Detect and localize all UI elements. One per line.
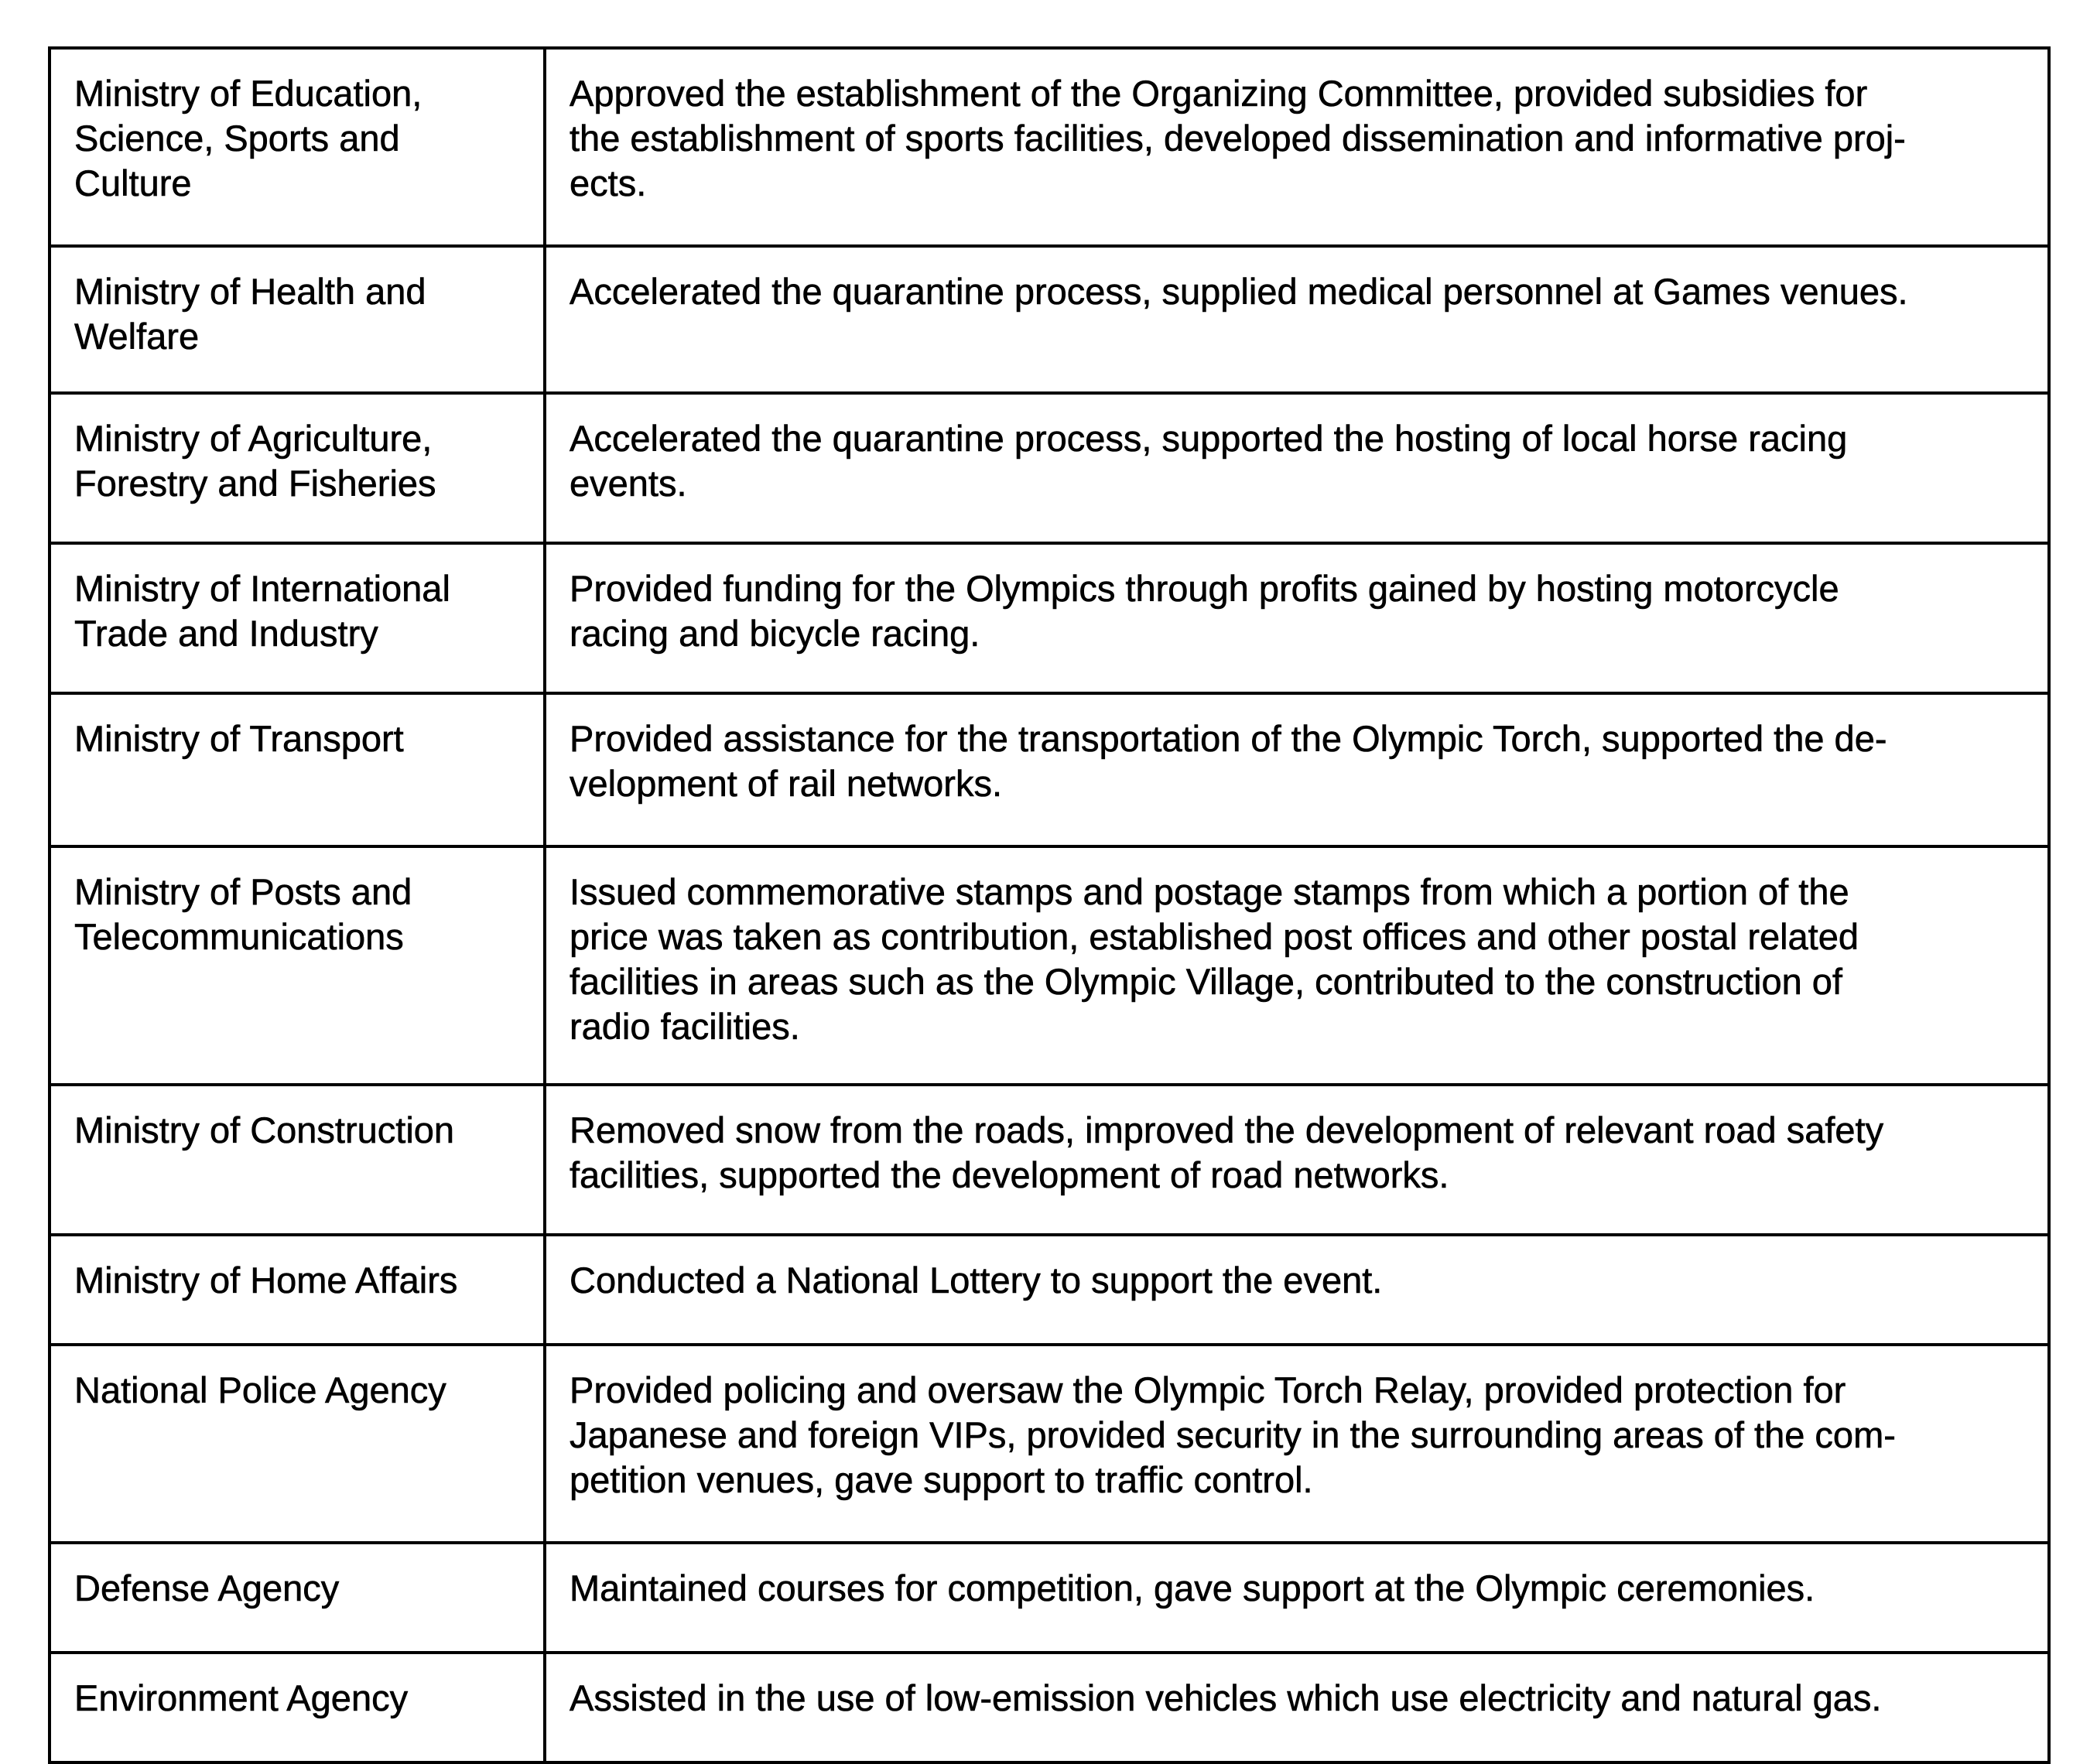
description-cell [545,1345,2049,1543]
ministries-table-container [48,46,2047,1764]
agency-cell [50,246,545,393]
agency-line: Environment Agency [74,1677,409,1718]
description-cell [545,246,2049,393]
description-line: Approved the establishment of the Organizing Committee, provided subsidies for [570,73,1868,114]
agency-cell [50,1085,545,1235]
description-line: Provided assistance for the transportation of the Olympic Torch, supported the de- [570,718,1887,759]
agency-line: Ministry of Health and [74,271,426,312]
agency-line: Ministry of Home Affairs [74,1260,458,1301]
description-cell [545,543,2049,693]
agency-cell [50,1345,545,1543]
description-line: events. [570,463,687,504]
agency-line: Defense Agency [74,1567,340,1608]
description-cell [545,693,2049,846]
description-cell [545,1235,2049,1345]
agency-line: Ministry of Construction [74,1109,455,1150]
agency-line: National Police Agency [74,1369,446,1410]
agency-cell [50,1235,545,1345]
description-cell [545,1653,2049,1762]
agency-line: Trade and Industry [74,613,378,654]
agency-line: Ministry of Education, [74,73,422,114]
agency-cell [50,543,545,693]
table-row [50,1085,2049,1235]
table-row [50,246,2049,393]
table-row [50,48,2049,246]
table-row [50,846,2049,1085]
table-row [50,693,2049,846]
description-line: Provided policing and oversaw the Olympic Torch Relay, provided protection for [570,1369,1846,1410]
description-cell [545,48,2049,246]
description-line: facilities, supported the development of road networks. [570,1154,1449,1195]
description-line: facilities in areas such as the Olympic Village, contributed to the construction of [570,961,1842,1002]
description-line: Conducted a National Lottery to support the event. [570,1260,1383,1301]
description-cell [545,1085,2049,1235]
description-line: Assisted in the use of low-emission vehicles which use electricity and natural gas. [570,1677,1882,1718]
description-line: ects. [570,162,647,203]
table-row [50,1235,2049,1345]
table-row [50,393,2049,543]
agency-cell [50,48,545,246]
agency-cell [50,1543,545,1653]
agency-cell [50,846,545,1085]
description-line: Japanese and foreign VIPs, provided security in the surrounding areas of the com- [570,1414,1896,1455]
description-line: racing and bicycle racing. [570,613,980,654]
table-row [50,1653,2049,1762]
description-cell [545,393,2049,543]
agency-cell [50,693,545,846]
agency-line: Culture [74,162,192,203]
description-line: Accelerated the quarantine process, supplied medical personnel at Games venues. [570,271,1908,312]
ministries-table [48,46,2051,1764]
agency-line: Ministry of Agriculture, [74,418,433,459]
agency-line: Telecommunications [74,916,404,957]
description-line: the establishment of sports facilities, developed dissemination and informative proj- [570,118,1906,159]
description-cell [545,1543,2049,1653]
description-line: Removed snow from the roads, improved the development of relevant road safety [570,1109,1884,1150]
description-line: velopment of rail networks. [570,763,1003,804]
agency-cell [50,1653,545,1762]
description-line: petition venues, gave support to traffic control. [570,1459,1313,1500]
table-row [50,543,2049,693]
agency-line: Ministry of Transport [74,718,404,759]
description-line: Provided funding for the Olympics through profits gained by hosting motorcycle [570,568,1839,609]
description-line: radio facilities. [570,1006,800,1047]
agency-line: Forestry and Fisheries [74,463,436,504]
table-row [50,1543,2049,1653]
description-cell [545,846,2049,1085]
agency-cell [50,393,545,543]
agency-line: Welfare [74,316,200,357]
description-line: price was taken as contribution, established post offices and other postal related [570,916,1859,957]
table-row [50,1345,2049,1543]
agency-line: Science, Sports and [74,118,400,159]
description-line: Accelerated the quarantine process, supported the hosting of local horse racing [570,418,1848,459]
agency-line: Ministry of Posts and [74,871,412,912]
description-line: Issued commemorative stamps and postage stamps from which a portion of the [570,871,1849,912]
agency-line: Ministry of International [74,568,450,609]
description-line: Maintained courses for competition, gave support at the Olympic ceremonies. [570,1567,1815,1608]
